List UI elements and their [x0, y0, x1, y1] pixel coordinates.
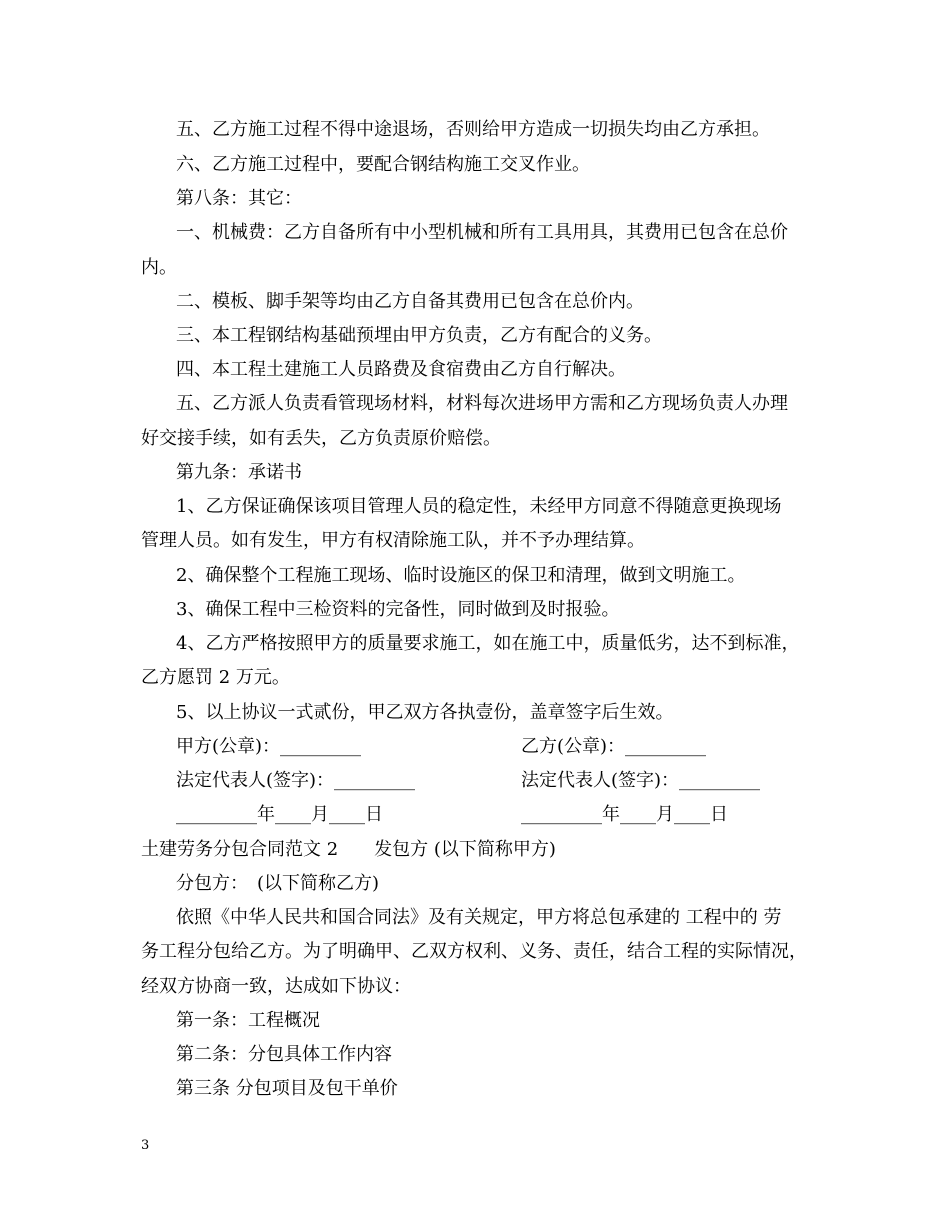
paragraph-line: 2、确保整个工程施工现场、临时设施区的保卫和清理，做到文明施工。: [176, 565, 746, 586]
party-a-representative-line: 法定代表人(签字)：_________: [176, 770, 416, 791]
paragraph-line: 五、乙方施工过程不得中途退场，否则给甲方造成一切损失均由乙方承担。: [176, 119, 770, 140]
paragraph-line: 4、乙方严格按照甲方的质量要求施工，如在施工中，质量低劣，达不到标准，: [176, 633, 800, 654]
paragraph-line: 内。: [141, 257, 177, 278]
paragraph-line: 三、本工程钢结构基础预埋由甲方负责，乙方有配合的义务。: [176, 325, 662, 346]
party-a-seal-line: 甲方(公章)：_________: [176, 736, 362, 757]
paragraph-line: 四、本工程土建施工人员路费及食宿费由乙方自行解决。: [176, 359, 626, 380]
section-heading: 第二条：分包具体工作内容: [176, 1044, 392, 1065]
paragraph-line: 1、乙方保证确保该项目管理人员的稳定性，未经甲方同意不得随意更换现场: [176, 496, 782, 517]
paragraph-line: 依照《中华人民共和国合同法》及有关规定，甲方将总包承建的 工程中的 劳: [176, 907, 782, 928]
paragraph-line: 一、机械费：乙方自备所有中小型机械和所有工具用具，其费用已包含在总价: [176, 222, 788, 243]
paragraph-line: 好交接手续，如有丢失，乙方负责原价赔偿。: [141, 428, 501, 449]
paragraph-line: 乙方愿罚 2 万元。: [141, 667, 290, 688]
party-a-date-line: _________年____月____日: [176, 804, 383, 825]
paragraph-line: 六、乙方施工过程中，要配合钢结构施工交叉作业。: [176, 154, 590, 175]
section-heading: 第一条：工程概况: [176, 1010, 320, 1031]
party-b-representative-line: 法定代表人(签字)：_________: [521, 770, 761, 791]
paragraph-line: 3、确保工程中三检资料的完备性，同时做到及时报验。: [176, 599, 620, 620]
section-heading: 第三条 分包项目及包干单价: [176, 1078, 398, 1099]
party-b-seal-line: 乙方(公章)：_________: [521, 736, 707, 757]
paragraph-line: 五、乙方派人负责看管现场材料，材料每次进场甲方需和乙方现场负责人办理: [176, 393, 788, 414]
paragraph-line: 经双方协商一致，达成如下协议：: [141, 976, 411, 997]
party-b-date-line: _________年____月____日: [521, 804, 728, 825]
paragraph-line: 分包方： (以下简称乙方): [176, 873, 380, 894]
paragraph-line: 管理人员。如有发生，甲方有权清除施工队，并不予办理结算。: [141, 530, 645, 551]
page-number: 3: [141, 1138, 150, 1153]
paragraph-line: 务工程分包给乙方。为了明确甲、乙双方权利、义务、责任，结合工程的实际情况，: [141, 941, 807, 962]
section-heading: 第九条：承诺书: [176, 462, 302, 483]
paragraph-line: 5、以上协议一式贰份，甲乙双方各执壹份，盖章签字后生效。: [176, 702, 674, 723]
section-heading: 第八条：其它：: [176, 188, 302, 209]
paragraph-line: 二、模板、脚手架等均由乙方自备其费用已包含在总价内。: [176, 291, 644, 312]
document-title-line: 土建劳务分包合同范文 2 发包方 (以下简称甲方): [141, 839, 556, 860]
